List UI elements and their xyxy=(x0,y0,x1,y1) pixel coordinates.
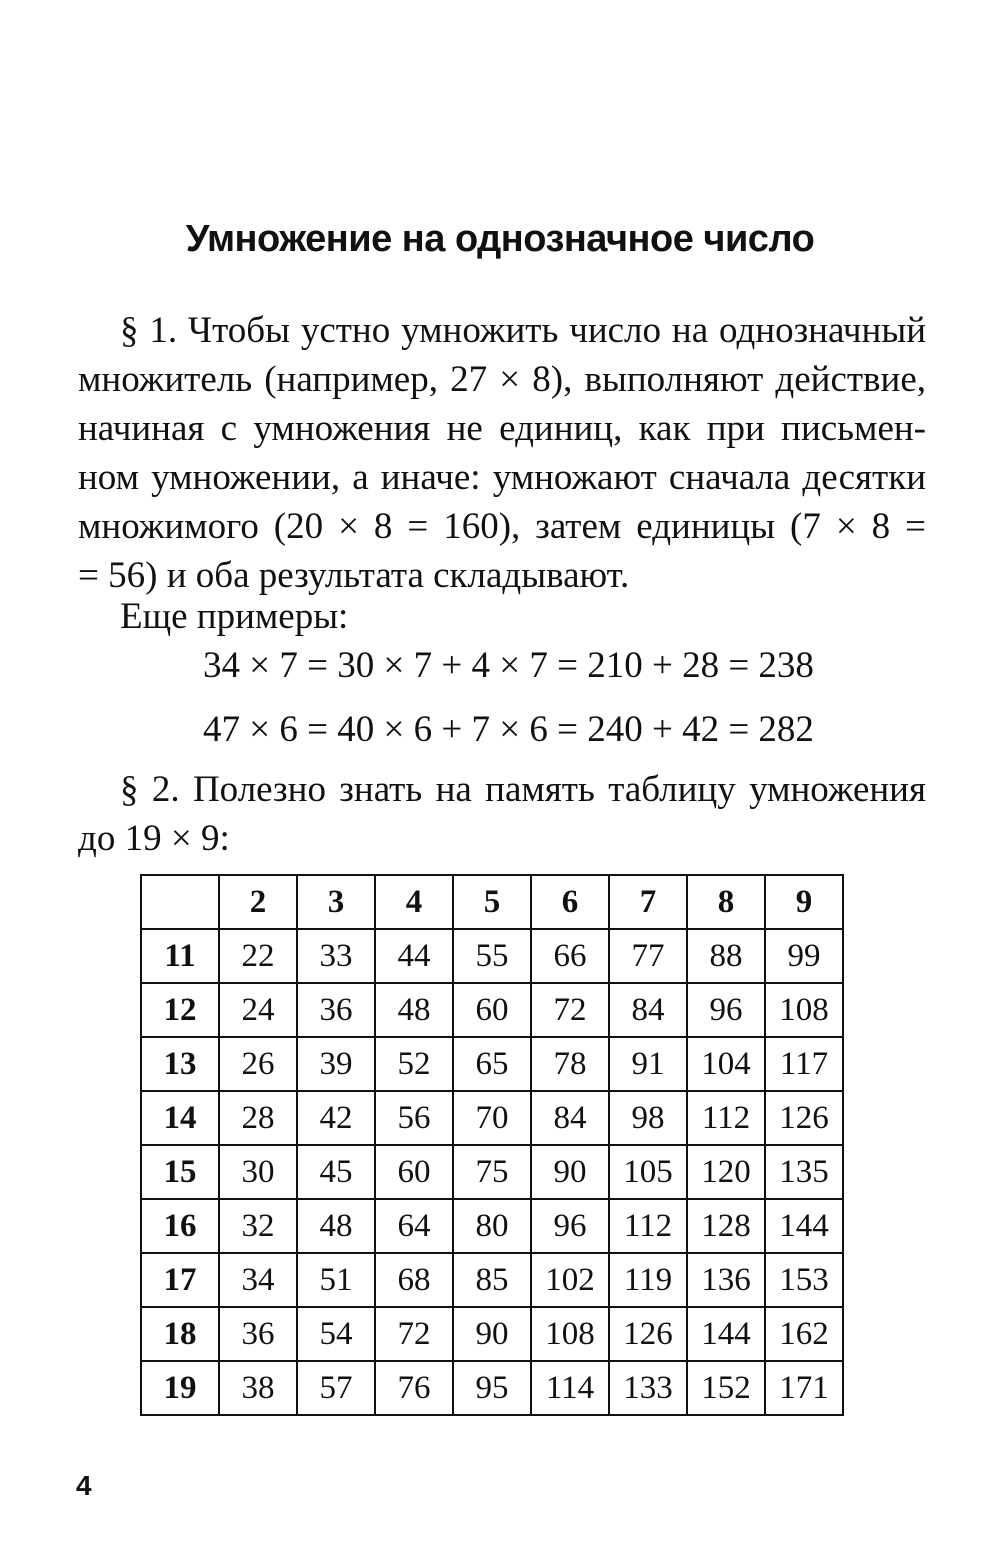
table-row xyxy=(141,1199,843,1253)
table-cell: 104 xyxy=(687,1037,765,1091)
column-header: 6 xyxy=(531,875,609,929)
table-cell: 68 xyxy=(375,1253,453,1307)
table-cell: 70 xyxy=(453,1091,531,1145)
table-cell: 90 xyxy=(531,1145,609,1199)
table-cell: 120 xyxy=(687,1145,765,1199)
table-cell: 133 xyxy=(609,1361,687,1415)
table-cell: 24 xyxy=(219,983,297,1037)
table-cell: 80 xyxy=(453,1199,531,1253)
table-cell: 45 xyxy=(297,1145,375,1199)
table-row xyxy=(141,1361,843,1415)
table-cell: 60 xyxy=(375,1145,453,1199)
section-1-paragraph xyxy=(78,306,926,600)
row-header: 11 xyxy=(141,929,219,983)
table-cell: 119 xyxy=(609,1253,687,1307)
table-cell: 144 xyxy=(687,1307,765,1361)
text-line: ном умножении, а иначе: умножают сначала десятки xyxy=(78,457,926,498)
table-cell: 152 xyxy=(687,1361,765,1415)
column-header: 3 xyxy=(297,875,375,929)
multiplication-table xyxy=(140,874,844,1416)
table-cell: 60 xyxy=(453,983,531,1037)
table-cell: 51 xyxy=(297,1253,375,1307)
table-cell: 72 xyxy=(375,1307,453,1361)
column-header: 4 xyxy=(375,875,453,929)
table-cell: 102 xyxy=(531,1253,609,1307)
table-cell: 65 xyxy=(453,1037,531,1091)
table-cell: 26 xyxy=(219,1037,297,1091)
table-cell: 33 xyxy=(297,929,375,983)
table-cell: 77 xyxy=(609,929,687,983)
table-cell: 144 xyxy=(765,1199,843,1253)
table-cell: 84 xyxy=(531,1091,609,1145)
table-cell: 75 xyxy=(453,1145,531,1199)
table-cell: 34 xyxy=(219,1253,297,1307)
table-cell: 39 xyxy=(297,1037,375,1091)
row-header: 13 xyxy=(141,1037,219,1091)
more-examples-label: Еще примеры: xyxy=(120,596,349,637)
row-header: 18 xyxy=(141,1307,219,1361)
row-header: 12 xyxy=(141,983,219,1037)
table-cell: 128 xyxy=(687,1199,765,1253)
table-cell: 171 xyxy=(765,1361,843,1415)
column-header: 5 xyxy=(453,875,531,929)
table-cell: 95 xyxy=(453,1361,531,1415)
table-cell: 99 xyxy=(765,929,843,983)
row-header: 14 xyxy=(141,1091,219,1145)
row-header: 19 xyxy=(141,1361,219,1415)
text-line: начиная с умножения не единиц, как при письмен- xyxy=(78,408,926,449)
table-cell: 84 xyxy=(609,983,687,1037)
table-cell: 44 xyxy=(375,929,453,983)
table-cell: 52 xyxy=(375,1037,453,1091)
table-cell: 112 xyxy=(687,1091,765,1145)
table-cell: 36 xyxy=(219,1307,297,1361)
table-row xyxy=(141,1091,843,1145)
table-cell: 108 xyxy=(531,1307,609,1361)
table-cell: 88 xyxy=(687,929,765,983)
text-line: § 2. Полезно знать на память таблицу умножения xyxy=(120,769,926,810)
table-cell: 108 xyxy=(765,983,843,1037)
table-cell: 153 xyxy=(765,1253,843,1307)
table-cell: 32 xyxy=(219,1199,297,1253)
table-cell: 57 xyxy=(297,1361,375,1415)
table-cell: 28 xyxy=(219,1091,297,1145)
table-row xyxy=(141,929,843,983)
example-equation: 34 × 7 = 30 × 7 + 4 × 7 = 210 + 28 = 238 xyxy=(203,645,814,686)
table-cell: 91 xyxy=(609,1037,687,1091)
table-cell: 42 xyxy=(297,1091,375,1145)
example-equation: 47 × 6 = 40 × 6 + 7 × 6 = 240 + 42 = 282 xyxy=(203,709,814,750)
table-cell: 136 xyxy=(687,1253,765,1307)
table-cell: 22 xyxy=(219,929,297,983)
table-cell: 56 xyxy=(375,1091,453,1145)
table-cell: 48 xyxy=(375,983,453,1037)
table-corner-cell xyxy=(141,875,219,929)
column-header: 2 xyxy=(219,875,297,929)
column-header: 8 xyxy=(687,875,765,929)
text-line: до 19 × 9: xyxy=(78,818,230,859)
table-cell: 98 xyxy=(609,1091,687,1145)
page-number: 4 xyxy=(76,1470,92,1501)
table-cell: 85 xyxy=(453,1253,531,1307)
table-cell: 78 xyxy=(531,1037,609,1091)
table-cell: 48 xyxy=(297,1199,375,1253)
table-cell: 55 xyxy=(453,929,531,983)
column-header: 9 xyxy=(765,875,843,929)
table-cell: 64 xyxy=(375,1199,453,1253)
table-header-row xyxy=(141,875,843,929)
section-2-paragraph xyxy=(78,765,926,863)
row-header: 15 xyxy=(141,1145,219,1199)
table-cell: 38 xyxy=(219,1361,297,1415)
table-row xyxy=(141,1037,843,1091)
table-cell: 96 xyxy=(687,983,765,1037)
table-cell: 114 xyxy=(531,1361,609,1415)
table-row xyxy=(141,1253,843,1307)
row-header: 16 xyxy=(141,1199,219,1253)
table-cell: 90 xyxy=(453,1307,531,1361)
table-cell: 54 xyxy=(297,1307,375,1361)
text-line: § 1. Чтобы устно умножить число на однозначный xyxy=(120,310,926,351)
table-cell: 126 xyxy=(765,1091,843,1145)
text-line: множимого (20 × 8 = 160), затем единицы (7 × 8 = xyxy=(78,506,926,547)
table-cell: 126 xyxy=(609,1307,687,1361)
table-cell: 162 xyxy=(765,1307,843,1361)
table-cell: 76 xyxy=(375,1361,453,1415)
table-row xyxy=(141,983,843,1037)
table-row xyxy=(141,1145,843,1199)
table-cell: 66 xyxy=(531,929,609,983)
table-cell: 72 xyxy=(531,983,609,1037)
table-cell: 135 xyxy=(765,1145,843,1199)
table-cell: 117 xyxy=(765,1037,843,1091)
row-header: 17 xyxy=(141,1253,219,1307)
table-body xyxy=(141,929,843,1415)
table-cell: 112 xyxy=(609,1199,687,1253)
table-cell: 36 xyxy=(297,983,375,1037)
table-cell: 30 xyxy=(219,1145,297,1199)
page-title: Умножение на однозначное число xyxy=(185,218,815,260)
text-line: = 56) и оба результата складывают. xyxy=(78,555,630,596)
table-cell: 96 xyxy=(531,1199,609,1253)
table-row xyxy=(141,1307,843,1361)
table-cell: 105 xyxy=(609,1145,687,1199)
text-line: множитель (например, 27 × 8), выполняют действие, xyxy=(78,359,926,400)
column-header: 7 xyxy=(609,875,687,929)
